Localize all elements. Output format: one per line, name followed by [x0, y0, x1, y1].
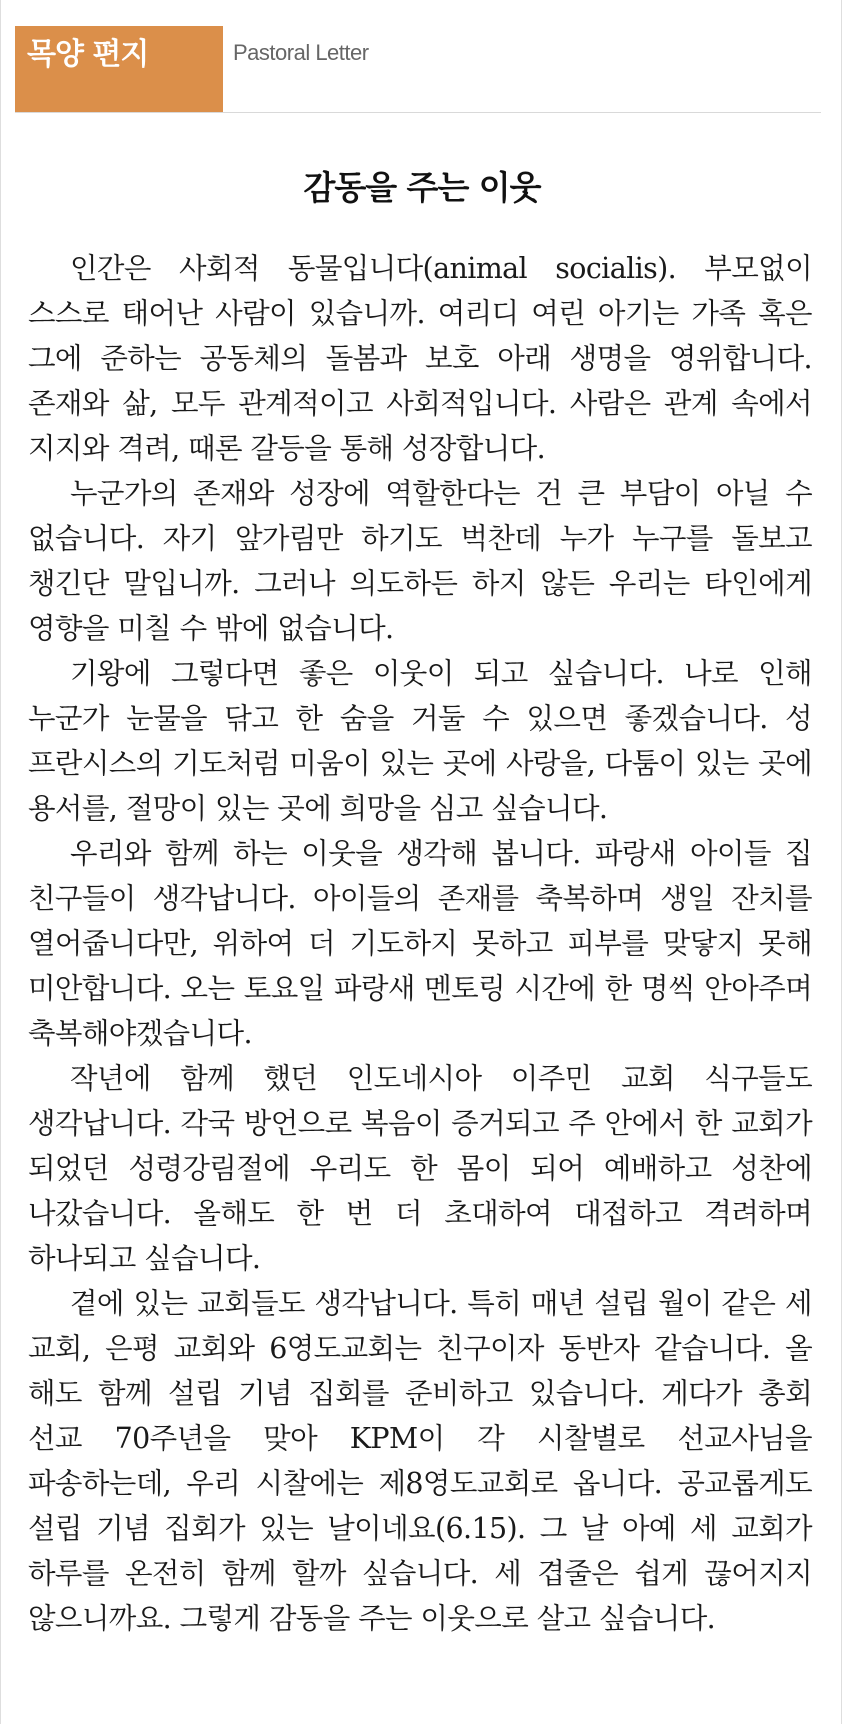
paragraph: 인간은 사회적 동물입니다(animal socialis). 부모없이 스스로 태어난 사람이 있습니까. 여리디 여린 아기는 가족 혹은 그에 준하는 공동체의 돌봄과 보호 아래 생명을 영위합니다. 존재와 삶, 모두 관계적이고 사회적입니다. 사람은 관계 속에서 지지와 격려, 때론 갈등을 통해 성장합니다. — [28, 252, 812, 465]
paragraph: 우리와 함께 하는 이웃을 생각해 봅니다. 파랑새 아이들 집 친구들이 생각납니다. 아이들의 존재를 축복하며 생일 잔치를 열어줍니다만, 위하여 더 기도하지 못하고 피부를 맞닿지 못해 미안합니다. 오는 토요일 파랑새 멘토링 시간에 한 명씩 안아주며 축복해야겠습니다. — [28, 837, 812, 1050]
paragraph: 곁에 있는 교회들도 생각납니다. 특히 매년 설립 월이 같은 세 교회, 은평 교회와 6영도교회는 친구이자 동반자 같습니다. 올 해도 함께 설립 기념 집회를 준비하고 있습니다. 게다가 총회 선교 70주년을 맞아 KPM이 각 시찰별로 선교사님을 파송하는데, 우리 시찰에는 제8영도교회로 옵니다. 공교롭게도 설립 기념 집회가 있는 날이네요(6.15). 그 날 아예 세 교회가 하루를 온전히 함께 할까 싶습니다. 세 겹줄은 쉽게 끊어지지 않으니까요. 그렇게 감동을 주는 이웃으로 살고 싶습니다. — [28, 1287, 812, 1635]
paragraph: 누군가의 존재와 성장에 역할한다는 건 큰 부담이 아닐 수 없습니다. 자기 앞가림만 하기도 벅찬데 누가 누구를 돌보고 챙긴단 말입니까. 그러나 의도하든 하지 않든 우리는 타인에게 영향을 미칠 수 밖에 없습니다. — [28, 477, 812, 645]
article-body — [28, 246, 812, 1641]
paragraph: 작년에 함께 했던 인도네시아 이주민 교회 식구들도 생각납니다. 각국 방언으로 복음이 증거되고 주 안에서 한 교회가 되었던 성령강림절에 우리도 한 몸이 되어 예배하고 성찬에 나갔습니다. 올해도 한 번 더 초대하여 대접하고 격려하며 하나되고 싶습니다. — [28, 1062, 812, 1275]
section-subtitle: Pastoral Letter — [233, 40, 369, 65]
paragraph: 기왕에 그렇다면 좋은 이웃이 되고 싶습니다. 나로 인해 누군가 눈물을 닦고 한 숨을 거둘 수 있으면 좋겠습니다. 성 프란시스의 기도처럼 미움이 있는 곳에 사랑을, 다툼이 있는 곳에 용서를, 절망이 있는 곳에 희망을 심고 싶습니다. — [28, 657, 812, 825]
article-title: 감동을 주는 이웃 — [303, 168, 541, 207]
section-badge: 목양 편지 — [15, 26, 223, 112]
page-header — [15, 26, 821, 113]
